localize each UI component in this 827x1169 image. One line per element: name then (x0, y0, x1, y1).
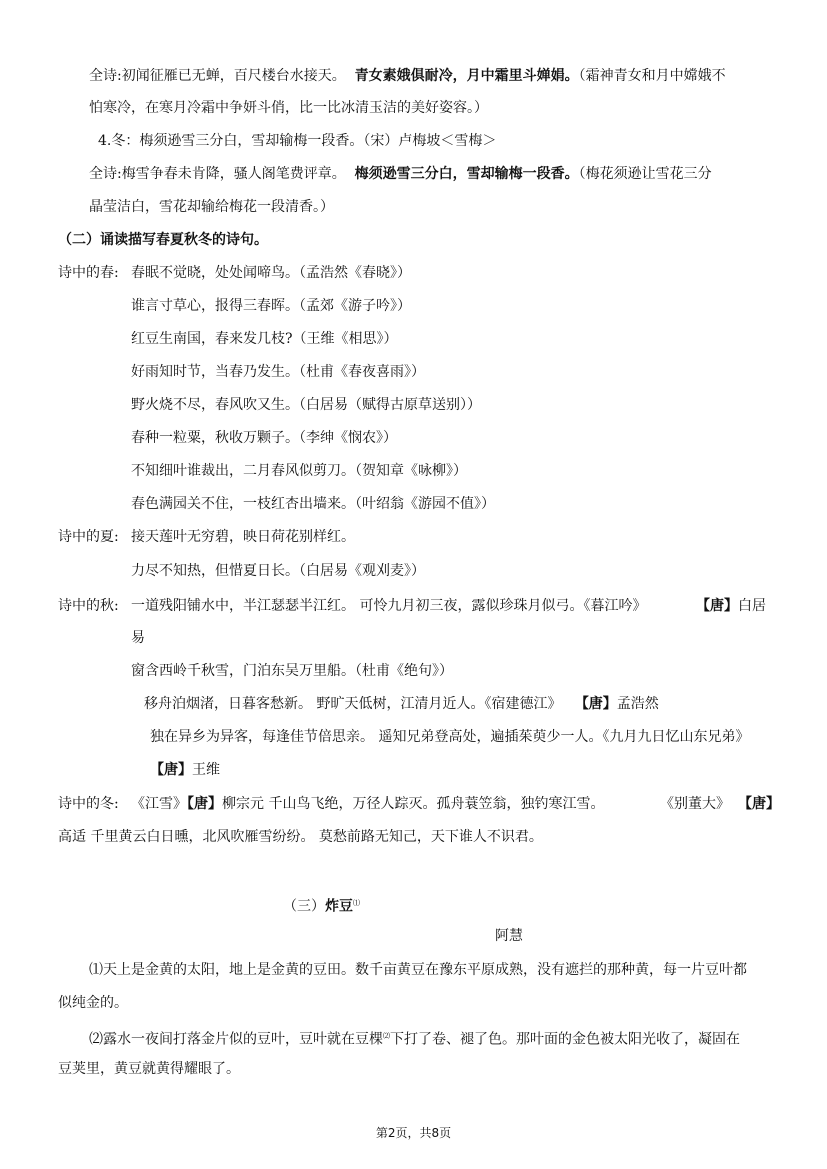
poem-explanation: （霜神青女和月中嫦娥不 (578, 68, 726, 84)
autumn-line: 独在异乡为异客，每逢佳节倍思亲。 遥知兄弟登高处，遍插茱萸少一人。《九月九日忆山东兄弟》 (150, 729, 750, 745)
full-poem-autumn-cont: 怕寒冷，在寒月冷霜中争妍斗俏，比一比冰清玉洁的美好姿容。） (89, 100, 488, 116)
paragraph-line: 豆荚里，黄豆就黄得耀眼了。 (58, 1061, 240, 1077)
autumn-label: 诗中的秋: (58, 598, 119, 614)
winter-item: 4.冬：梅须逊雪三分白，雪却输梅一段香。（宋）卢梅坡＜雪梅＞ (98, 133, 497, 149)
article-heading-prefix: （三） (283, 898, 325, 915)
author-name-cont: 易 (131, 630, 145, 646)
poem-explanation: （梅花须逊让雪花三分 (578, 166, 712, 182)
winter-line (131, 794, 604, 814)
full-poem-winter-line (89, 164, 712, 184)
autumn-line: 窗含西岭千秋雪，门泊东吴万里船。（杜甫《绝句》） (131, 663, 453, 679)
summer-label: 诗中的夏: (58, 529, 119, 545)
poem-highlight: 青女素娥俱耐冷，月中霜里斗婵娟。 (354, 68, 579, 84)
page-footer: 第2页，共8页 (375, 1126, 452, 1140)
footnote-marker: ⑵ (383, 1032, 390, 1040)
paragraph-line (89, 1026, 740, 1050)
footnote-marker: ⑴ (353, 899, 360, 907)
spring-line: 春种一粒粟，秋收万颗子。（李绅《悯农》） (131, 430, 397, 446)
spring-line: 红豆生南国，春来发几枝?（王维《相思》） (131, 331, 398, 347)
summer-line: 接天莲叶无穷碧，映日荷花别样红。 (131, 529, 355, 545)
paragraph-line: ⑴天上是金黄的太阳，地上是金黄的豆田。数千亩黄豆在豫东平原成熟，没有遮拦的那种黄，每一片豆叶都 (89, 962, 747, 978)
paragraph-text: ⑵露水一夜间打落金片似的豆叶，豆叶就在豆棵 (89, 1031, 383, 1048)
poem-text: 初闻征雁已无蝉，百尺楼台水接天。 (121, 68, 346, 84)
article-heading (283, 893, 360, 917)
author-name: 王维 (192, 762, 220, 778)
dynasty-tag: 【唐】 (150, 762, 192, 778)
spring-label: 诗中的春: (58, 265, 119, 281)
full-poem-label: 全诗: (89, 68, 122, 84)
spring-line: 野火烧不尽，春风吹又生。（白居易（赋得古原草送别）） (131, 397, 481, 413)
paragraph-line: 似纯金的。 (58, 995, 128, 1011)
poem-highlight: 梅须逊雪三分白，雪却输梅一段香。 (354, 166, 579, 182)
spring-line: 春色满园关不住，一枝红杏出墙来。（叶绍翁《游园不值》） (131, 496, 495, 512)
winter-line: 高适 千里黄云白日曛，北风吹雁雪纷纷。 莫愁前路无知己，天下谁人不识君。 (58, 829, 543, 845)
article-title: 炸豆 (325, 898, 353, 915)
dynasty-tag: 【唐】 (187, 796, 222, 812)
dynasty-tag: 【唐】 (574, 696, 617, 712)
section-heading: （二）诵读描写春夏秋冬的诗句。 (58, 232, 268, 248)
poem-text: 梅雪争春未肯降，骚人阁笔费评章。 (121, 166, 346, 182)
author-line (150, 760, 220, 780)
author-name: 白居 (738, 598, 766, 614)
paragraph-text: 下打了卷、褪了色。那叶面的金色被太阳光收了，凝固在 (390, 1031, 740, 1048)
poem-title: 《别董大》 (660, 796, 730, 812)
winter-label: 诗中的冬: (58, 796, 119, 812)
spring-line: 春眠不觉晓，处处闻啼鸟。（孟浩然《春晓》） (131, 265, 411, 281)
article-author: 阿慧 (495, 928, 523, 944)
autumn-line (144, 694, 659, 714)
autumn-line: 一道残阳铺水中，半江瑟瑟半江红。 可怜九月初三夜，露似珍珠月似弓。《暮江吟》 (131, 598, 647, 614)
full-poem-winter-cont: 晶莹洁白，雪花却输给梅花一段清香。） (89, 199, 334, 215)
poem-title: 《江雪》 (131, 796, 187, 812)
summer-line: 力尽不知热，但惜夏日长。（白居易《观刈麦》） (131, 563, 425, 579)
poem-text: 柳宗元 千山鸟飞绝，万径人踪灭。孤舟蓑笠翁，独钓寒江雪。 (222, 796, 605, 812)
author-name: 孟浩然 (616, 696, 659, 712)
full-poem-label: 全诗: (89, 166, 122, 182)
spring-line: 好雨知时节，当春乃发生。（杜甫《春夜喜雨》） (131, 364, 425, 380)
spring-line: 谁言寸草心，报得三春晖。（孟郊《游子吟》） (131, 298, 411, 314)
full-poem-autumn-line (89, 66, 726, 86)
poem-text: 移舟泊烟渚，日暮客愁新。 野旷天低树，江清月近人。《宿建德江》 (144, 696, 562, 712)
dynasty-tag: 【唐】 (696, 598, 738, 614)
spring-line: 不知细叶谁裁出，二月春风似剪刀。（贺知章《咏柳》） (131, 463, 467, 479)
dynasty-tag: 【唐】 (738, 796, 780, 812)
